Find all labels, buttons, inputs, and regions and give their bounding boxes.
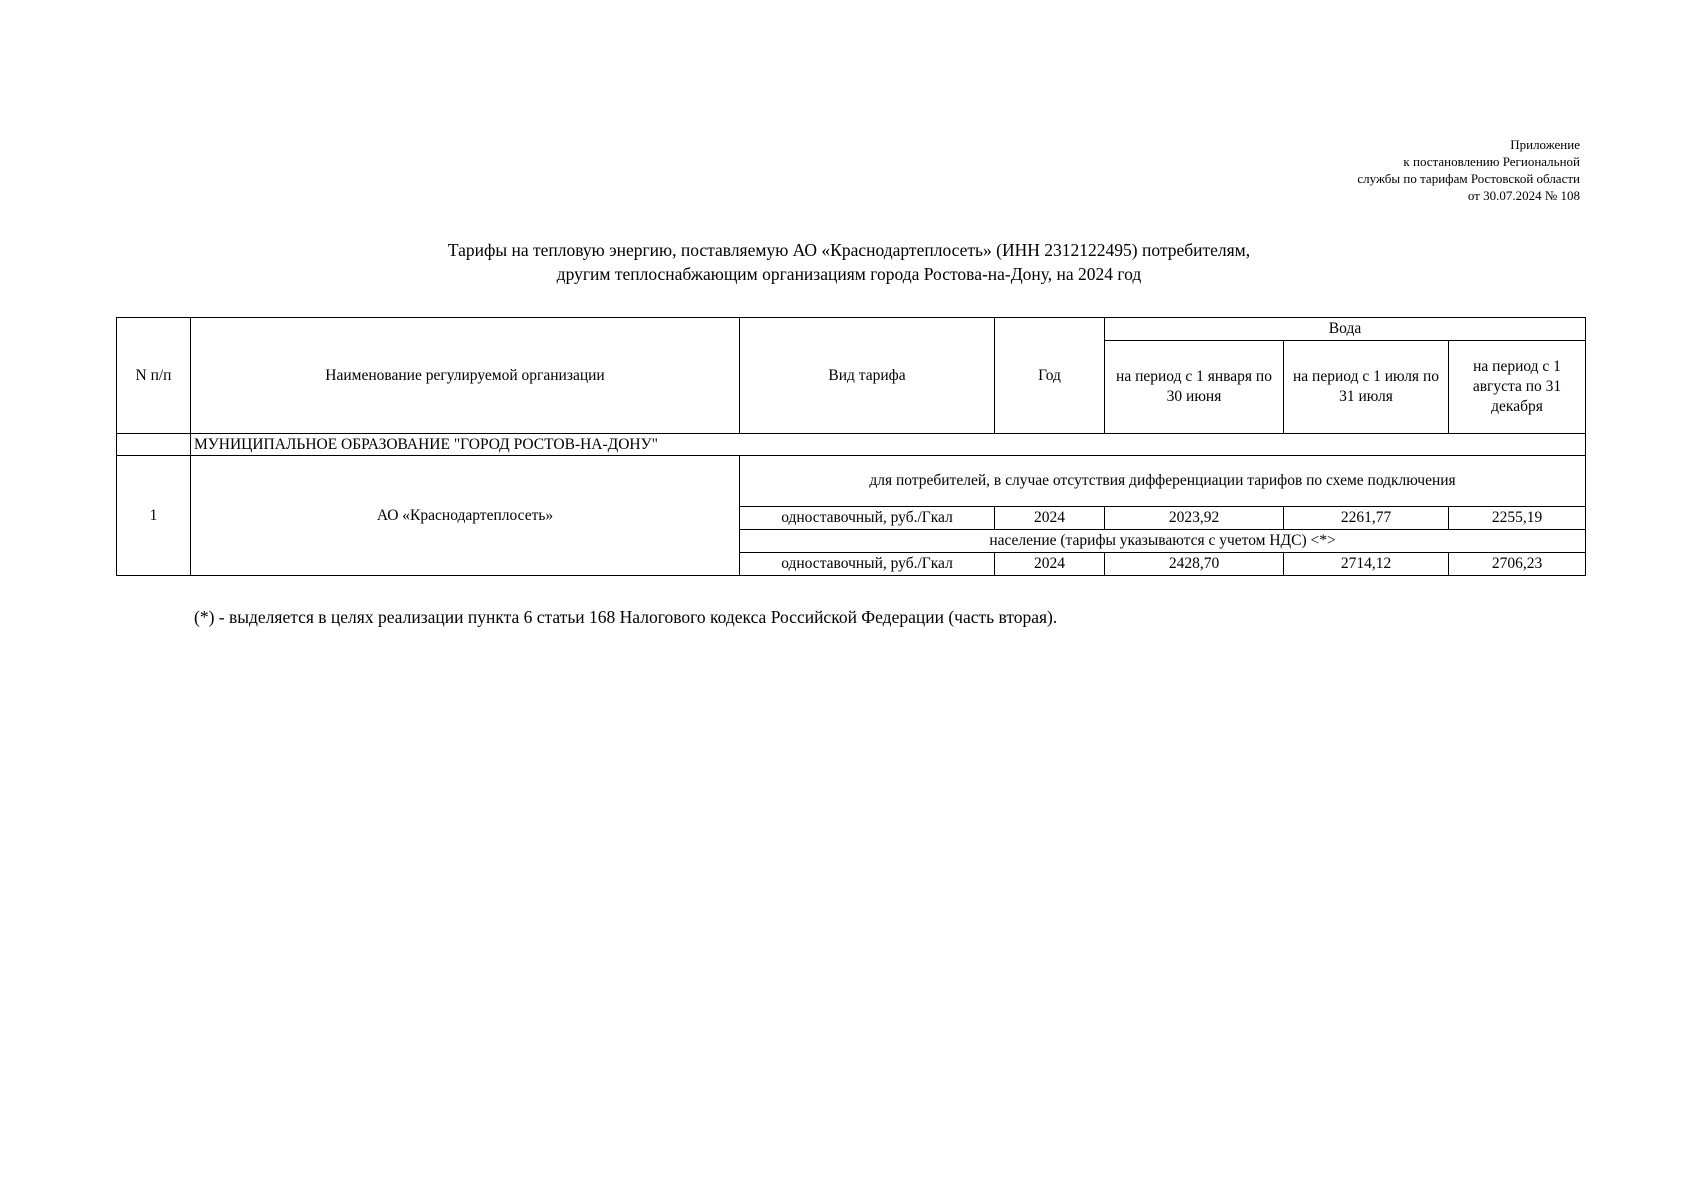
value-cell-period-1: 2428,70 [1105,553,1284,576]
tariff-type-cell: одноставочный, руб./Гкал [740,553,995,576]
section-row-consumers [117,456,1586,507]
document-title-line-1: Тарифы на тепловую энергию, поставляемую АО «Краснодартеплосеть» (ИНН 2312122495) потребителям, [447,240,1251,260]
tariff-type-cell: одноставочный, руб./Гкал [740,507,995,530]
organization-name: АО «Краснодартеплосеть» [191,456,740,576]
row-number: 1 [117,456,191,576]
document-title-line-2: другим теплоснабжающим организациям города Ростова-на-Дону, на 2024 год [556,264,1142,284]
header-num: N п/п [117,318,191,434]
appendix-line-3: службы по тарифам Ростовской области [1357,171,1580,186]
year-cell: 2024 [995,507,1105,530]
section-label-population: население (тарифы указываются с учетом НДС) <*> [740,530,1586,553]
document-title [0,238,1698,286]
section-label-consumers: для потребителей, в случае отсутствия дифференциации тарифов по схеме подключения [740,456,1586,507]
appendix-block [1160,136,1580,204]
appendix-line-1: Приложение [1510,137,1580,152]
appendix-line-4: от 30.07.2024 № 108 [1467,188,1580,203]
value-cell-period-3: 2706,23 [1449,553,1586,576]
header-period-2: на период с 1 июля по 31 июля [1284,341,1449,434]
year-cell: 2024 [995,553,1105,576]
header-row-1 [117,318,1586,341]
header-tariff-type: Вид тарифа [740,318,995,434]
municipality-row [117,434,1586,456]
tariff-table [116,317,1586,576]
value-cell-period-3: 2255,19 [1449,507,1586,530]
header-group-water: Вода [1105,318,1586,341]
footnote: (*) - выделяется в целях реализации пункта 6 статьи 168 Налогового кодекса Российской Федерации (часть вторая). [194,607,1058,627]
value-cell-period-2: 2714,12 [1284,553,1449,576]
value-cell-period-1: 2023,92 [1105,507,1284,530]
header-year: Год [995,318,1105,434]
header-period-3: на период с 1 августа по 31 декабря [1449,341,1586,434]
municipality-empty-cell [117,434,191,456]
appendix-line-2: к постановлению Региональной [1403,154,1580,169]
value-cell-period-2: 2261,77 [1284,507,1449,530]
municipality-name: МУНИЦИПАЛЬНОЕ ОБРАЗОВАНИЕ "ГОРОД РОСТОВ-НА-ДОНУ" [191,434,1586,456]
header-period-1: на период с 1 января по 30 июня [1105,341,1284,434]
header-org: Наименование регулируемой организации [191,318,740,434]
